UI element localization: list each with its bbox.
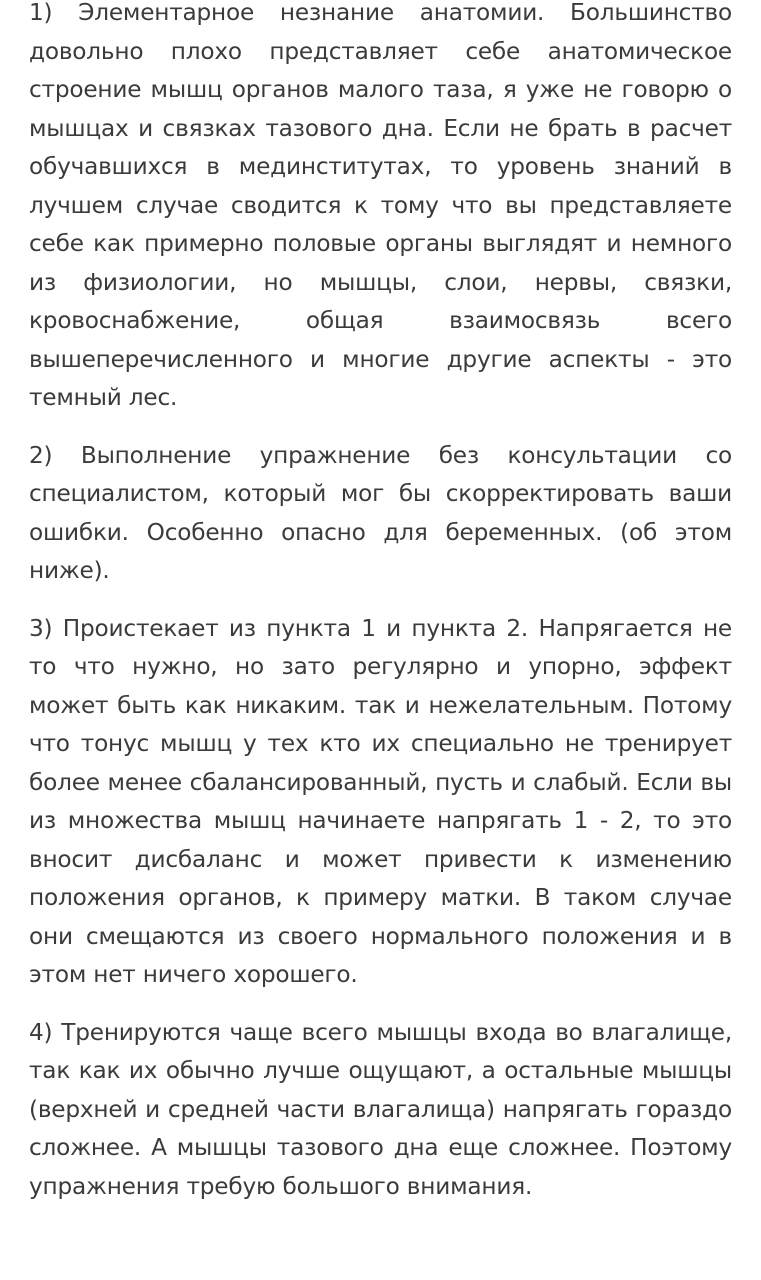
paragraph-3: 3) Проистекает из пункта 1 и пункта 2. Напрягается не то что нужно, но зато регулярно и упорно, эффект может быть как никаким. так и нежелательным. Потому что тонус мышц у тех кто их специально не тренирует более менее сбалансированный, пусть и слабый. Если вы из множества мышц начинаете напрягать 1 - 2, то это вносит дисбаланс и может привести к изменению положения органов, к примеру матки. В таком случае они смещаются из своего нормального положения и в этом нет ничего хорошего. <box>29 614 732 988</box>
paragraph-2: 2) Выполнение упражнение без консультации со специалистом, который мог бы скорректировать ваши ошибки. Особенно опасно для беременных. (об этом ниже). <box>29 441 732 584</box>
paragraph-4: 4) Тренируются чаще всего мышцы входа во влагалище, так как их обычно лучше ощущают, а остальные мышцы (верхней и средней части влагалища) напрягать гораздо сложнее. А мышцы тазового дна еще сложнее. Поэтому упражнения требую большого внимания. <box>29 1018 732 1200</box>
article-body <box>29 0 732 1206</box>
paragraph-1: 1) Элементарное незнание анатомии. Большинство довольно плохо представляет себе анатомическое строение мышц органов малого таза, я уже не говорю о мышцах и связках тазового дна. Если не брать в расчет обучавшихся в мединститутах, то уровень знаний в лучшем случае сводится к тому что вы представляете себе как примерно половые органы выглядят и немного из физиологии, но мышцы, слои, нервы, связки, кровоснабжение, общая взаимосвязь всего вышеперечисленного и многие другие аспекты - это темный лес. <box>29 0 732 411</box>
